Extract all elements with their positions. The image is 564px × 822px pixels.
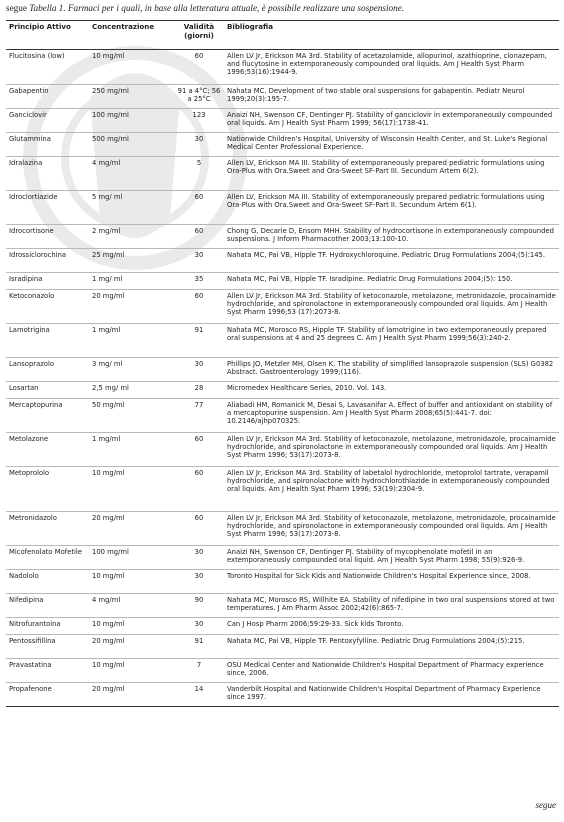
table-row bbox=[6, 324, 559, 358]
concentration-cell: 20 mg/ml bbox=[89, 290, 174, 324]
concentration-cell: 20 mg/ml bbox=[89, 512, 174, 546]
bibliography-cell: Vanderbilt Hospital and Nationwide Children's Hospital Department of Pharmacy Experience since 1997. bbox=[224, 683, 559, 707]
validity-cell: 35 bbox=[174, 273, 224, 290]
bibliography-cell: Allen LV Jr, Erickson MA 3rd. Stability of acetazolamide, allopurinol, azathioprine, clonazepam, and flucytosine in extemporaneously compounded oral liquids. Am J Health Syst Pharm 1996;53(16):1944-9. bbox=[224, 50, 559, 85]
bibliography-cell: Nationwide Children's Hospital, University of Wisconsin Health Center, and St. Luke's Regional Medical Center Professional Experience. bbox=[224, 133, 559, 157]
validity-cell: 60 bbox=[174, 225, 224, 249]
drug-name-cell: Gabapentin bbox=[6, 85, 89, 109]
drug-name-cell: Pravastatina bbox=[6, 659, 89, 683]
drug-name-cell: Flucitosina (low) bbox=[6, 50, 89, 85]
header-principio-attivo: Principio Attivo bbox=[6, 21, 89, 50]
drug-name-cell: Metoprololo bbox=[6, 467, 89, 512]
bibliography-cell: Allen LV, Erickson MA III. Stability of extemporaneously prepared pediatric formulations using Ora-Plus with Ora.Sweet and Ora-Sweet SF-Part III. Secundum Artem 6(2). bbox=[224, 157, 559, 191]
drug-name-cell: Lansoprazolo bbox=[6, 358, 89, 382]
header-bibliografia: Bibliografia bbox=[224, 21, 559, 50]
drug-name-cell: Ketoconazolo bbox=[6, 290, 89, 324]
table-row bbox=[6, 512, 559, 546]
validity-cell: 91 bbox=[174, 324, 224, 358]
validity-cell: 60 bbox=[174, 512, 224, 546]
validity-cell: 90 bbox=[174, 594, 224, 618]
validity-cell: 60 bbox=[174, 50, 224, 85]
drug-name-cell: Idralazina bbox=[6, 157, 89, 191]
caption-label: Tabella 1. bbox=[29, 3, 66, 13]
drug-name-cell: Metronidazolo bbox=[6, 512, 89, 546]
drug-name-cell: Losartan bbox=[6, 382, 89, 399]
concentration-cell: 500 mg/ml bbox=[89, 133, 174, 157]
drug-name-cell: Isradipina bbox=[6, 273, 89, 290]
bibliography-cell: Nahata MC, Pai VB, Hipple TF. Pentoxyfylline. Pediatric Drug Formulations 2004;(5):215. bbox=[224, 635, 559, 659]
bibliography-cell: Phillips JO, Metzler MH, Olsen K. The stability of simplified lansoprazole suspension (SLS) G0382 Abstract. Gastroenterology 1999;(116). bbox=[224, 358, 559, 382]
drug-name-cell: Nifedipina bbox=[6, 594, 89, 618]
bibliography-cell: Nahata MC, Pai VB, Hipple TF. Hydroxychloroquine. Pediatric Drug Formulations 2004;(5):145. bbox=[224, 249, 559, 273]
concentration-cell: 20 mg/ml bbox=[89, 635, 174, 659]
validity-cell: 60 bbox=[174, 290, 224, 324]
drug-name-cell: Idroclortiazide bbox=[6, 191, 89, 225]
table-row bbox=[6, 546, 559, 570]
table-row bbox=[6, 290, 559, 324]
table-row bbox=[6, 467, 559, 512]
drug-name-cell: Idrocortisone bbox=[6, 225, 89, 249]
concentration-cell: 100 mg/ml bbox=[89, 546, 174, 570]
drug-name-cell: Metolazone bbox=[6, 433, 89, 467]
caption-text: Farmaci per i quali, in base alla letteratura attuale, è possibile realizzare una sospensione. bbox=[67, 3, 405, 13]
validity-cell: 60 bbox=[174, 433, 224, 467]
table-row bbox=[6, 659, 559, 683]
validity-cell: 14 bbox=[174, 683, 224, 707]
concentration-cell: 1 mg/ml bbox=[89, 324, 174, 358]
bibliography-cell: Allen LV Jr, Erickson MA 3rd. Stability of ketoconazole, metolazone, metronidazole, procainamide hydrochloride, and spironolactone in extemporaneously compounded oral liquids. Am J Health Syst Pharm 1996;53 (17):2073-8. bbox=[224, 290, 559, 324]
table-row bbox=[6, 594, 559, 618]
validity-cell: 30 bbox=[174, 133, 224, 157]
validity-cell: 123 bbox=[174, 109, 224, 133]
bibliography-cell: Allen LV Jr, Erickson MA 3rd. Stability of ketoconazole, metolazone, metronidazole, procainamide hydrochloride, and spironolactone in extemporaneously compounded oral liquids. Am J Health Syst Pharm 1996; 53(17):2073-8. bbox=[224, 433, 559, 467]
drug-name-cell: Lamotrigina bbox=[6, 324, 89, 358]
bibliography-cell: Anaizi NH, Swenson CF, Dentinger PJ. Stability of ganciclovir in extemporaneously compounded oral liquids. Am J Health Syst Pharm 1999; 56(17):1738-41. bbox=[224, 109, 559, 133]
bibliography-cell: Allen LV Jr, Erickson MA 3rd. Stability of ketoconazole, metolazone, metronidazole, procainamide hydrochloride, and spironolactone in extemporaneously compounded oral liquids. Am J Health Syst Pharm 1996; 53(17):2073-8. bbox=[224, 512, 559, 546]
bibliography-cell: Nahata MC, Morosco RS, Willhite EA. Stability of nifedipine in two oral suspensions stored at two temperatures. J Am Pharm Assoc 2002;42(6):865-7. bbox=[224, 594, 559, 618]
header-validita: Validità (giorni) bbox=[174, 21, 224, 50]
table-row bbox=[6, 382, 559, 399]
table-row bbox=[6, 618, 559, 635]
table-caption bbox=[6, 3, 558, 13]
concentration-cell: 10 mg/ml bbox=[89, 467, 174, 512]
table-row bbox=[6, 191, 559, 225]
drug-name-cell: Mercaptopurina bbox=[6, 399, 89, 433]
concentration-cell: 1 mg/ml bbox=[89, 433, 174, 467]
table-row bbox=[6, 635, 559, 659]
validity-cell: 91 bbox=[174, 635, 224, 659]
concentration-cell: 4 mg/ml bbox=[89, 157, 174, 191]
drug-name-cell: Ganciclovir bbox=[6, 109, 89, 133]
bibliography-cell: Allen LV Jr, Erickson MA 3rd. Stability of labetalol hydrochloride, metoprolol tartrate, verapamil hydrochloride, and spironolactone with hydrochlorothiazide in extemporaneously compounded oral liquids. Am J Health Syst Pharm 1996; 53(19):2304-9. bbox=[224, 467, 559, 512]
concentration-cell: 2 mg/ml bbox=[89, 225, 174, 249]
concentration-cell: 10 mg/ml bbox=[89, 618, 174, 635]
concentration-cell: 20 mg/ml bbox=[89, 683, 174, 707]
table-row bbox=[6, 157, 559, 191]
table-body bbox=[6, 50, 559, 707]
drug-name-cell: Idrossiclorochina bbox=[6, 249, 89, 273]
concentration-cell: 5 mg/ ml bbox=[89, 191, 174, 225]
table-row bbox=[6, 273, 559, 290]
validity-cell: 77 bbox=[174, 399, 224, 433]
table-row bbox=[6, 570, 559, 594]
validity-cell: 30 bbox=[174, 570, 224, 594]
concentration-cell: 250 mg/ml bbox=[89, 85, 174, 109]
drug-name-cell: Nitrofurantoina bbox=[6, 618, 89, 635]
table-row bbox=[6, 133, 559, 157]
validity-cell: 28 bbox=[174, 382, 224, 399]
concentration-cell: 2,5 mg/ ml bbox=[89, 382, 174, 399]
table-row bbox=[6, 85, 559, 109]
bibliography-cell: Micromedex Healthcare Series, 2010. Vol. 143. bbox=[224, 382, 559, 399]
validity-cell: 30 bbox=[174, 618, 224, 635]
bibliography-cell: OSU Medical Center and Nationwide Children's Hospital Department of Pharmacy experience since, 2006. bbox=[224, 659, 559, 683]
drug-name-cell: Nadololo bbox=[6, 570, 89, 594]
table-row bbox=[6, 683, 559, 707]
table-row bbox=[6, 109, 559, 133]
bibliography-cell: Allen LV, Erickson MA III. Stability of extemporaneously prepared pediatric formulations using Ora-Plus with Ora.Sweet and Ora-Sweet SF-Part II. Secundum Artem 6(1). bbox=[224, 191, 559, 225]
bibliography-cell: Can J Hosp Pharm 2006;59:29-33. Sick kids Toronto. bbox=[224, 618, 559, 635]
caption-prefix: segue bbox=[6, 3, 27, 13]
drug-name-cell: Micofenolato Mofetile bbox=[6, 546, 89, 570]
table-row bbox=[6, 399, 559, 433]
validity-cell: 60 bbox=[174, 191, 224, 225]
concentration-cell: 100 mg/ml bbox=[89, 109, 174, 133]
concentration-cell: 10 mg/ml bbox=[89, 50, 174, 85]
drug-name-cell: Propafenone bbox=[6, 683, 89, 707]
continued-footer: segue bbox=[535, 800, 556, 810]
validity-cell: 60 bbox=[174, 467, 224, 512]
concentration-cell: 4 mg/ml bbox=[89, 594, 174, 618]
concentration-cell: 3 mg/ ml bbox=[89, 358, 174, 382]
table-row bbox=[6, 433, 559, 467]
validity-cell: 91 a 4°C; 56 a 25°C bbox=[174, 85, 224, 109]
table-row bbox=[6, 50, 559, 85]
header-concentrazione: Concentrazione bbox=[89, 21, 174, 50]
validity-cell: 7 bbox=[174, 659, 224, 683]
bibliography-cell: Nahata MC. Development of two stable oral suspensions for gabapentin. Pediatr Neurol 1999;20(3):195-7. bbox=[224, 85, 559, 109]
table-row bbox=[6, 358, 559, 382]
validity-cell: 30 bbox=[174, 358, 224, 382]
drug-name-cell: Pentossifillina bbox=[6, 635, 89, 659]
concentration-cell: 1 mg/ ml bbox=[89, 273, 174, 290]
bibliography-cell: Nahata MC, Morosco RS, Hipple TF. Stability of lamotrigine in two extemporaneously prepared oral suspensions at 4 and 25 degrees C. Am J Health Syst Pharm 1999;56(3):240-2. bbox=[224, 324, 559, 358]
concentration-cell: 25 mg/ml bbox=[89, 249, 174, 273]
concentration-cell: 50 mg/ml bbox=[89, 399, 174, 433]
table-row bbox=[6, 249, 559, 273]
bibliography-cell: Toronto Hospital for Sick Kids and Nationwide Children's Hospital Experience since, 2008. bbox=[224, 570, 559, 594]
validity-cell: 30 bbox=[174, 249, 224, 273]
bibliography-cell: Anaizi NH, Swenson CF, Dentinger PJ. Stability of mycophenolate mofetil in an extemporaneously compounded oral liquid. Am J Health Syst Pharm 1998; 55(9):926-9. bbox=[224, 546, 559, 570]
table-row bbox=[6, 225, 559, 249]
concentration-cell: 10 mg/ml bbox=[89, 659, 174, 683]
table-header-row bbox=[6, 21, 559, 50]
drug-suspension-table bbox=[6, 20, 559, 707]
drug-name-cell: Glutammina bbox=[6, 133, 89, 157]
bibliography-cell: Chong G, Decarie D, Ensom MHH. Stability of hydrocortisone in extemporaneously compounded suspensions. J Inform Pharmacother 2003;13:100-10. bbox=[224, 225, 559, 249]
bibliography-cell: Aliabadi HM, Romanick M, Desai S, Lavasanifar A. Effect of buffer and antioxidant on stability of a mercaptopurine suspension. Am J Health Syst Pharm 2008;65(5):441-7. doi: 10.2146/ajhp070325. bbox=[224, 399, 559, 433]
bibliography-cell: Nahata MC, Pai VB, Hipple TF. Isradipine. Pediatric Drug Formulations 2004;(5): 150. bbox=[224, 273, 559, 290]
concentration-cell: 10 mg/ml bbox=[89, 570, 174, 594]
validity-cell: 5 bbox=[174, 157, 224, 191]
validity-cell: 30 bbox=[174, 546, 224, 570]
